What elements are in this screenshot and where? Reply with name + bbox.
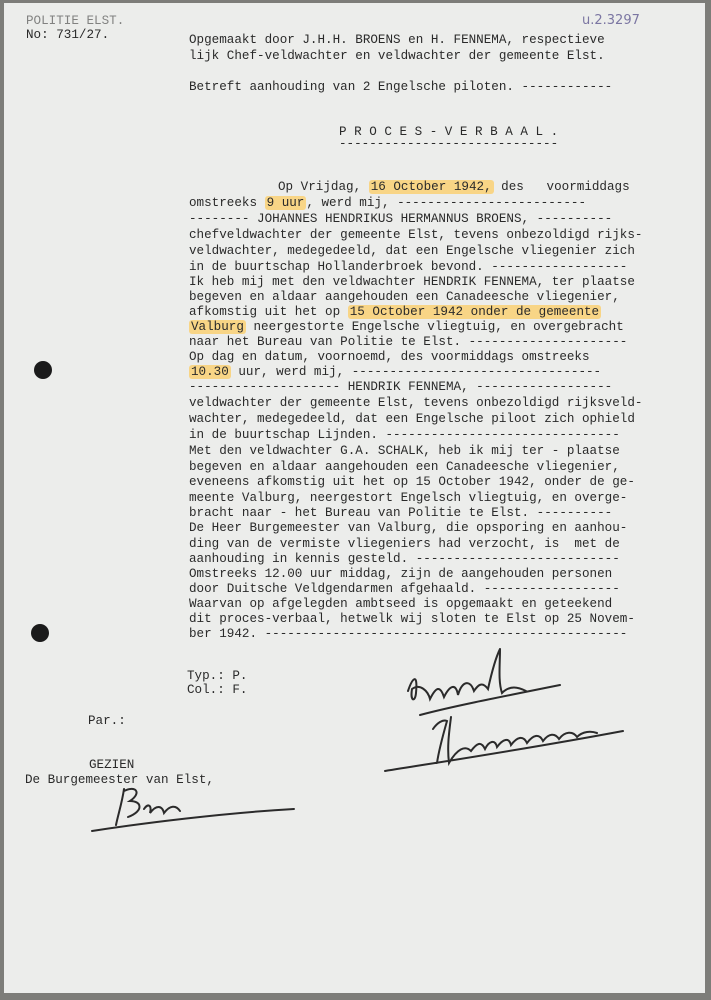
body-line-29: dit proces-verbaal, hetwelk wij sloten te Elst op 25 Novem- <box>189 612 635 626</box>
body-line-28: Waarvan op afgelegden ambtseed is opgemaakt en geteekend <box>189 597 613 611</box>
document-page <box>4 3 705 993</box>
body-line-7: Ik heb mij met den veldwachter HENDRIK FENNEMA, ter plaatse <box>189 275 635 289</box>
mayor-label: De Burgemeester van Elst, <box>25 773 214 787</box>
body-line-11: naar het Bureau van Politie te Elst. --------------------- <box>189 335 628 349</box>
body-line-27: door Duitsche Veldgendarmen afgehaald. ------------------ <box>189 582 620 596</box>
title-underline: ----------------------------- <box>339 137 559 151</box>
body-line-2: omstreeks 9 uur , werd mij, ------------------------- <box>189 196 587 210</box>
paraph-label: Par.: <box>88 714 126 728</box>
highlight-time-2: 10.30 <box>191 365 229 379</box>
body-line-26: Omstreeks 12.00 uur middag, zijn de aangehouden personen <box>189 567 613 581</box>
body-line-21: meente Valburg, neergestort Engelsch vliegtuig, en overge- <box>189 491 628 505</box>
document-number: No: 731/27. <box>26 28 110 42</box>
highlight-crash-date: 15 October 1942 onder de gemeente <box>349 305 600 319</box>
highlight-time: 9 uur <box>266 196 305 210</box>
body-line-13: 10.30 uur, werd mij, --------------------------------- <box>191 365 602 379</box>
body-line-1: Op Vrijdag, 16 October 1942, des voormiddags <box>278 180 630 194</box>
body-line-10: Valburg neergestorte Engelsche vliegtuig, en overgebracht <box>191 320 624 334</box>
highlight-place: Valburg <box>191 320 244 334</box>
collator-initials: Col.: F. <box>187 683 248 697</box>
body-line-4: chefveldwachter der gemeente Elst, tevens onbezoldigd rijks- <box>189 228 643 242</box>
punch-hole-bottom <box>31 624 49 642</box>
signature-burgemeester <box>84 779 304 839</box>
body-line-16: wachter, medegedeeld, dat een Engelsche piloot zich ophield <box>189 412 635 426</box>
body-line-15: veldwachter der gemeente Elst, tevens onbezoldigd rijksveld- <box>189 396 643 410</box>
body-line-20: eveneens afkomstig uit het op 15 October 1942, onder de ge- <box>189 475 635 489</box>
body-line-30: ber 1942. ------------------------------------------------ <box>189 627 628 641</box>
body-line-14: -------------------- HENDRIK FENNEMA, ------------------ <box>189 380 613 394</box>
highlight-date: 16 October 1942, <box>370 180 492 194</box>
signature-fennema <box>377 709 637 779</box>
body-line-5: veldwachter, medegedeeld, dat een Engelsche vliegenier zich <box>189 244 635 258</box>
gezien-label: GEZIEN <box>89 758 135 772</box>
body-line-9: afkomstig uit het op 15 October 1942 onder de gemeente <box>189 305 600 319</box>
body-line-3: -------- JOHANNES HENDRIKUS HERMANNUS BROENS, ---------- <box>189 212 613 226</box>
body-line-6: in de buurtschap Hollanderbroek bevond. ------------------ <box>189 260 628 274</box>
body-line-24: ding van de vermiste vliegeniers had verzocht, is met de <box>189 537 620 551</box>
archive-mark: u.2.3297 <box>582 13 640 28</box>
department-stamp: POLITIE ELST. <box>26 14 125 28</box>
body-line-23: De Heer Burgemeester van Valburg, die opsporing en aanhou- <box>189 521 628 535</box>
document-title: P R O C E S - V E R B A A L . <box>339 125 559 139</box>
body-line-17: in de buurtschap Lijnden. ------------------------------- <box>189 428 620 442</box>
body-line-18: Met den veldwachter G.A. SCHALK, heb ik mij ter - plaatse <box>189 444 620 458</box>
body-line-25: aanhouding in kennis gesteld. --------------------------- <box>189 552 620 566</box>
body-line-8: begeven en aldaar aangehouden een Canadeesche vliegenier, <box>189 290 620 304</box>
body-line-12: Op dag en datum, voornoemd, des voormiddags omstreeks <box>189 350 590 364</box>
body-line-19: begeven en aldaar aangehouden een Canadeesche vliegenier, <box>189 460 620 474</box>
punch-hole-top <box>34 361 52 379</box>
typist-initials: Typ.: P. <box>187 669 248 683</box>
authors-line-2: lijk Chef-veldwachter en veldwachter der gemeente Elst. <box>189 49 605 63</box>
body-line-22: bracht naar - het Bureau van Politie te Elst. ---------- <box>189 506 613 520</box>
subject-line: Betreft aanhouding van 2 Engelsche piloten. ------------ <box>189 80 613 94</box>
authors-line-1: Opgemaakt door J.H.H. BROENS en H. FENNEMA, respectieve <box>189 33 605 47</box>
